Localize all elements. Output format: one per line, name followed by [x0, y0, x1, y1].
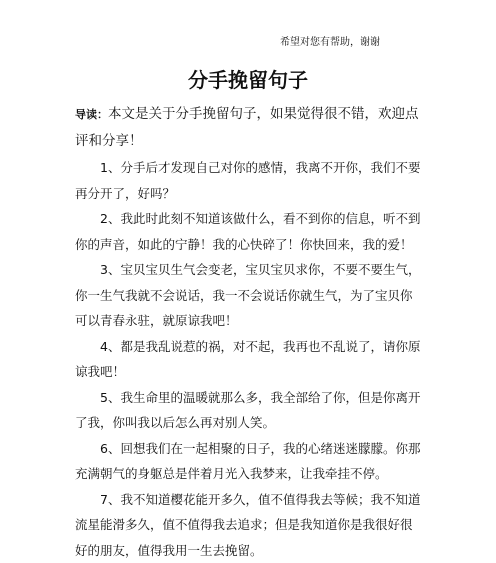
paragraph-3: 3、宝贝宝贝生气会变老，宝贝宝贝求你，不要不要生气，你一生气我就不会说话，我一不会说话你就生气，为了宝贝你可以青春永驻，就原谅我吧！: [75, 257, 422, 334]
page-title: 分手挽留句子: [0, 68, 496, 92]
paragraph-1: 1、分手后才发现自己对你的感情，我离不开你，我们不要再分开了，好吗？: [75, 155, 422, 206]
paragraph-6: 6、回想我们在一起相聚的日子，我的心绪迷迷朦朦。你那充满朝气的身躯总是伴着月光入我梦来，让我牵挂不停。: [75, 436, 422, 487]
paragraph-2: 2、我此时此刻不知道该做什么，看不到你的信息，听不到你的声音，如此的宁静！我的心快碎了！你快回来，我的爱！: [75, 206, 422, 257]
paragraph-7: 7、我不知道樱花能开多久，值不值得我去等候；我不知道流星能滑多久，值不值得我去追求；但是我知道你是我很好很好的朋友，值得我用一生去挽留。: [75, 487, 422, 563]
intro-text: 本文是关于分手挽留句子，如果觉得很不错，欢迎点评和分享！: [75, 106, 419, 149]
header-note: 希望对您有帮助，谢谢: [280, 37, 380, 49]
paragraph-4: 4、都是我乱说惹的祸，对不起，我再也不乱说了，请你原谅我吧！: [75, 334, 422, 385]
intro-paragraph: [75, 101, 422, 154]
article-body: [75, 101, 422, 563]
paragraph-5: 5、我生命里的温暖就那么多，我全部给了你，但是你离开了我，你叫我以后怎么再对别人笑。: [75, 385, 422, 436]
intro-label: 导读：: [75, 108, 108, 121]
